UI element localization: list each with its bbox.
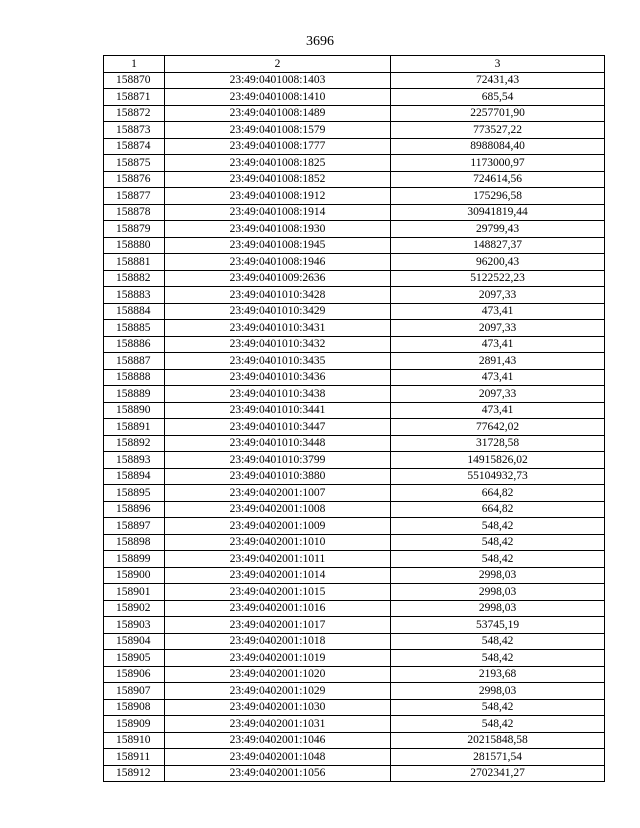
row-number-cell: 158907 (104, 683, 165, 700)
cadastral-number-cell: 23:49:0402001:1016 (165, 600, 391, 617)
cadastral-number-cell: 23:49:0402001:1029 (165, 683, 391, 700)
row-number-cell: 158896 (104, 501, 165, 518)
table-row (104, 518, 605, 535)
cadastral-number-cell: 23:49:0402001:1056 (165, 765, 391, 782)
table-row (104, 221, 605, 238)
table-row (104, 155, 605, 172)
row-number-cell: 158874 (104, 138, 165, 155)
table-row (104, 683, 605, 700)
value-cell: 664,82 (391, 501, 605, 518)
value-cell: 77642,02 (391, 419, 605, 436)
table-row (104, 254, 605, 271)
table-row (104, 89, 605, 106)
row-number-cell: 158911 (104, 749, 165, 766)
value-cell: 2257701,90 (391, 105, 605, 122)
row-number-cell: 158876 (104, 171, 165, 188)
cadastral-number-cell: 23:49:0401010:3436 (165, 369, 391, 386)
row-number-cell: 158880 (104, 237, 165, 254)
value-cell: 664,82 (391, 485, 605, 502)
row-number-cell: 158891 (104, 419, 165, 436)
row-number-cell: 158887 (104, 353, 165, 370)
cadastral-number-cell: 23:49:0401008:1410 (165, 89, 391, 106)
table-row (104, 287, 605, 304)
value-cell: 2097,33 (391, 320, 605, 337)
value-cell: 281571,54 (391, 749, 605, 766)
value-cell: 31728,58 (391, 435, 605, 452)
table-row (104, 600, 605, 617)
value-cell: 773527,22 (391, 122, 605, 139)
cadastral-number-cell: 23:49:0401010:3447 (165, 419, 391, 436)
row-number-cell: 158882 (104, 270, 165, 287)
row-number-cell: 158884 (104, 303, 165, 320)
column-header-2: 2 (165, 56, 391, 73)
value-cell: 2097,33 (391, 287, 605, 304)
row-number-cell: 158890 (104, 402, 165, 419)
table-row (104, 501, 605, 518)
value-cell: 548,42 (391, 650, 605, 667)
cadastral-number-cell: 23:49:0402001:1046 (165, 732, 391, 749)
cadastral-number-cell: 23:49:0401008:1579 (165, 122, 391, 139)
row-number-cell: 158889 (104, 386, 165, 403)
value-cell: 20215848,58 (391, 732, 605, 749)
cadastral-number-cell: 23:49:0401008:1914 (165, 204, 391, 221)
cadastral-number-cell: 23:49:0401008:1403 (165, 72, 391, 89)
value-cell: 2998,03 (391, 567, 605, 584)
value-cell: 14915826,02 (391, 452, 605, 469)
row-number-cell: 158901 (104, 584, 165, 601)
cadastral-number-cell: 23:49:0402001:1018 (165, 633, 391, 650)
value-cell: 29799,43 (391, 221, 605, 238)
value-cell: 2891,43 (391, 353, 605, 370)
table-row (104, 485, 605, 502)
cadastral-number-cell: 23:49:0401010:3431 (165, 320, 391, 337)
row-number-cell: 158875 (104, 155, 165, 172)
value-cell: 55104932,73 (391, 468, 605, 485)
row-number-cell: 158909 (104, 716, 165, 733)
row-number-cell: 158910 (104, 732, 165, 749)
value-cell: 548,42 (391, 551, 605, 568)
row-number-cell: 158885 (104, 320, 165, 337)
value-cell: 96200,43 (391, 254, 605, 271)
cadastral-number-cell: 23:49:0402001:1008 (165, 501, 391, 518)
table-row (104, 336, 605, 353)
value-cell: 8988084,40 (391, 138, 605, 155)
table-row (104, 567, 605, 584)
row-number-cell: 158906 (104, 666, 165, 683)
table-row (104, 237, 605, 254)
table-row (104, 188, 605, 205)
cadastral-number-cell: 23:49:0401010:3428 (165, 287, 391, 304)
value-cell: 2193,68 (391, 666, 605, 683)
cadastral-number-cell: 23:49:0401008:1777 (165, 138, 391, 155)
row-number-cell: 158900 (104, 567, 165, 584)
value-cell: 53745,19 (391, 617, 605, 634)
cadastral-number-cell: 23:49:0401010:3438 (165, 386, 391, 403)
cadastral-number-cell: 23:49:0401010:3435 (165, 353, 391, 370)
row-number-cell: 158872 (104, 105, 165, 122)
value-cell: 5122522,23 (391, 270, 605, 287)
table-row (104, 584, 605, 601)
value-cell: 548,42 (391, 716, 605, 733)
cadastral-number-cell: 23:49:0401010:3441 (165, 402, 391, 419)
value-cell: 175296,58 (391, 188, 605, 205)
table-row (104, 138, 605, 155)
value-cell: 2998,03 (391, 584, 605, 601)
value-cell: 548,42 (391, 699, 605, 716)
table-row (104, 534, 605, 551)
value-cell: 2097,33 (391, 386, 605, 403)
cadastral-number-cell: 23:49:0401010:3799 (165, 452, 391, 469)
table-row (104, 435, 605, 452)
table-row (104, 171, 605, 188)
value-cell: 72431,43 (391, 72, 605, 89)
table-row (104, 402, 605, 419)
table-row (104, 105, 605, 122)
cadastral-number-cell: 23:49:0401008:1825 (165, 155, 391, 172)
value-cell: 148827,37 (391, 237, 605, 254)
row-number-cell: 158873 (104, 122, 165, 139)
column-header-1: 1 (104, 56, 165, 73)
table-row (104, 122, 605, 139)
cadastral-number-cell: 23:49:0401008:1912 (165, 188, 391, 205)
row-number-cell: 158870 (104, 72, 165, 89)
value-cell: 724614,56 (391, 171, 605, 188)
cadastral-number-cell: 23:49:0401010:3432 (165, 336, 391, 353)
value-cell: 2998,03 (391, 683, 605, 700)
value-cell: 473,41 (391, 303, 605, 320)
cadastral-number-cell: 23:49:0402001:1020 (165, 666, 391, 683)
cadastral-number-cell: 23:49:0402001:1030 (165, 699, 391, 716)
value-cell: 685,54 (391, 89, 605, 106)
table-row (104, 551, 605, 568)
row-number-cell: 158908 (104, 699, 165, 716)
cadastral-number-cell: 23:49:0401008:1946 (165, 254, 391, 271)
table-row (104, 666, 605, 683)
table-row (104, 419, 605, 436)
value-cell: 473,41 (391, 369, 605, 386)
row-number-cell: 158899 (104, 551, 165, 568)
row-number-cell: 158877 (104, 188, 165, 205)
table-row (104, 452, 605, 469)
row-number-cell: 158905 (104, 650, 165, 667)
cadastral-number-cell: 23:49:0402001:1048 (165, 749, 391, 766)
cadastral-number-cell: 23:49:0401008:1945 (165, 237, 391, 254)
cadastral-number-cell: 23:49:0401008:1489 (165, 105, 391, 122)
cadastral-number-cell: 23:49:0402001:1031 (165, 716, 391, 733)
row-number-cell: 158886 (104, 336, 165, 353)
value-cell: 548,42 (391, 633, 605, 650)
value-cell: 30941819,44 (391, 204, 605, 221)
row-number-cell: 158893 (104, 452, 165, 469)
value-cell: 473,41 (391, 336, 605, 353)
table-row (104, 204, 605, 221)
column-header-3: 3 (391, 56, 605, 73)
cadastral-number-cell: 23:49:0401009:2636 (165, 270, 391, 287)
table-row (104, 716, 605, 733)
value-cell: 2702341,27 (391, 765, 605, 782)
cadastral-number-cell: 23:49:0402001:1014 (165, 567, 391, 584)
cadastral-number-cell: 23:49:0402001:1011 (165, 551, 391, 568)
table-row (104, 468, 605, 485)
table-row (104, 270, 605, 287)
table-row (104, 699, 605, 716)
row-number-cell: 158904 (104, 633, 165, 650)
row-number-cell: 158879 (104, 221, 165, 238)
register-table (103, 55, 605, 782)
table-header (104, 56, 605, 73)
row-number-cell: 158881 (104, 254, 165, 271)
table-row (104, 633, 605, 650)
table-row (104, 617, 605, 634)
table-row (104, 303, 605, 320)
row-number-cell: 158871 (104, 89, 165, 106)
value-cell: 473,41 (391, 402, 605, 419)
table-row (104, 369, 605, 386)
cadastral-number-cell: 23:49:0402001:1007 (165, 485, 391, 502)
row-number-cell: 158888 (104, 369, 165, 386)
row-number-cell: 158878 (104, 204, 165, 221)
cadastral-number-cell: 23:49:0401010:3429 (165, 303, 391, 320)
cadastral-number-cell: 23:49:0402001:1017 (165, 617, 391, 634)
value-cell: 548,42 (391, 534, 605, 551)
cadastral-number-cell: 23:49:0402001:1019 (165, 650, 391, 667)
cadastral-number-cell: 23:49:0401008:1852 (165, 171, 391, 188)
row-number-cell: 158894 (104, 468, 165, 485)
value-cell: 548,42 (391, 518, 605, 535)
row-number-cell: 158902 (104, 600, 165, 617)
table-row (104, 765, 605, 782)
page-number: 3696 (306, 34, 334, 49)
value-cell: 1173000,97 (391, 155, 605, 172)
cadastral-number-cell: 23:49:0402001:1010 (165, 534, 391, 551)
cadastral-number-cell: 23:49:0401010:3880 (165, 468, 391, 485)
cadastral-number-cell: 23:49:0401010:3448 (165, 435, 391, 452)
table-row (104, 650, 605, 667)
row-number-cell: 158892 (104, 435, 165, 452)
cadastral-number-cell: 23:49:0402001:1015 (165, 584, 391, 601)
table-row (104, 353, 605, 370)
row-number-cell: 158903 (104, 617, 165, 634)
table-row (104, 749, 605, 766)
table-body (104, 72, 605, 782)
header-row (104, 56, 605, 73)
row-number-cell: 158895 (104, 485, 165, 502)
row-number-cell: 158912 (104, 765, 165, 782)
table-row (104, 72, 605, 89)
cadastral-number-cell: 23:49:0401008:1930 (165, 221, 391, 238)
row-number-cell: 158898 (104, 534, 165, 551)
value-cell: 2998,03 (391, 600, 605, 617)
table-row (104, 732, 605, 749)
cadastral-number-cell: 23:49:0402001:1009 (165, 518, 391, 535)
row-number-cell: 158883 (104, 287, 165, 304)
table-row (104, 320, 605, 337)
row-number-cell: 158897 (104, 518, 165, 535)
table-row (104, 386, 605, 403)
